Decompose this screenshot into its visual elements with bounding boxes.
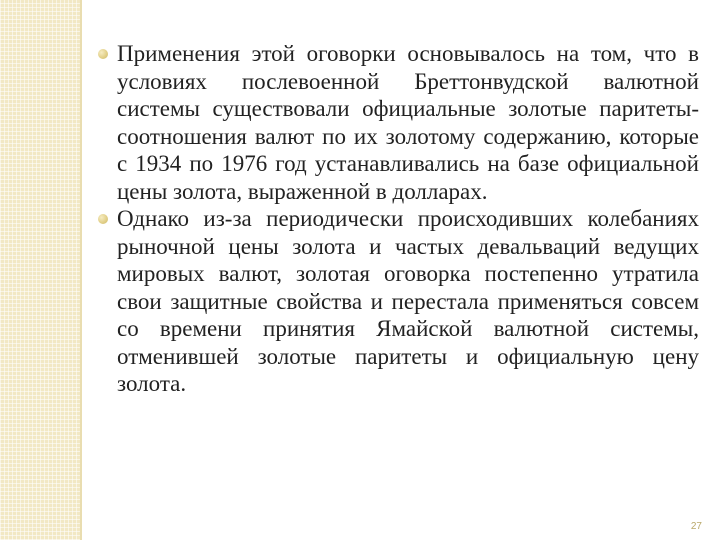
bullet-text-1: Применения этой оговорки основывалось на том, что в условиях послевоенной Бреттонвудской валютной системы существовали официальные золотые паритеты- соотношения валют по их золотому содержанию, которые с 1934 по 1976 год устанавливались на базе официальной цены золота, выраженной в долларах. [117, 41, 699, 204]
side-strip-divider [80, 0, 82, 540]
slide-content [95, 40, 699, 398]
bullet-text-2: Однако из-за периодически происходивших колебаниях рыночной цены золота и частых девальваций ведущих мировых валют, золотая оговорка постепенно утратила свои защитные свойства и перестала применяться совсем со времени принятия Ямайской валютной системы, отменившей золотые паритеты и официальную цену золота. [117, 206, 699, 396]
decorative-side-strip [0, 0, 80, 540]
bullet-dot-icon [98, 214, 108, 224]
bullet-dot-icon [98, 49, 108, 59]
bullet-item-1 [95, 40, 699, 205]
bullet-item-2 [95, 205, 699, 398]
page-number: 27 [690, 521, 702, 532]
